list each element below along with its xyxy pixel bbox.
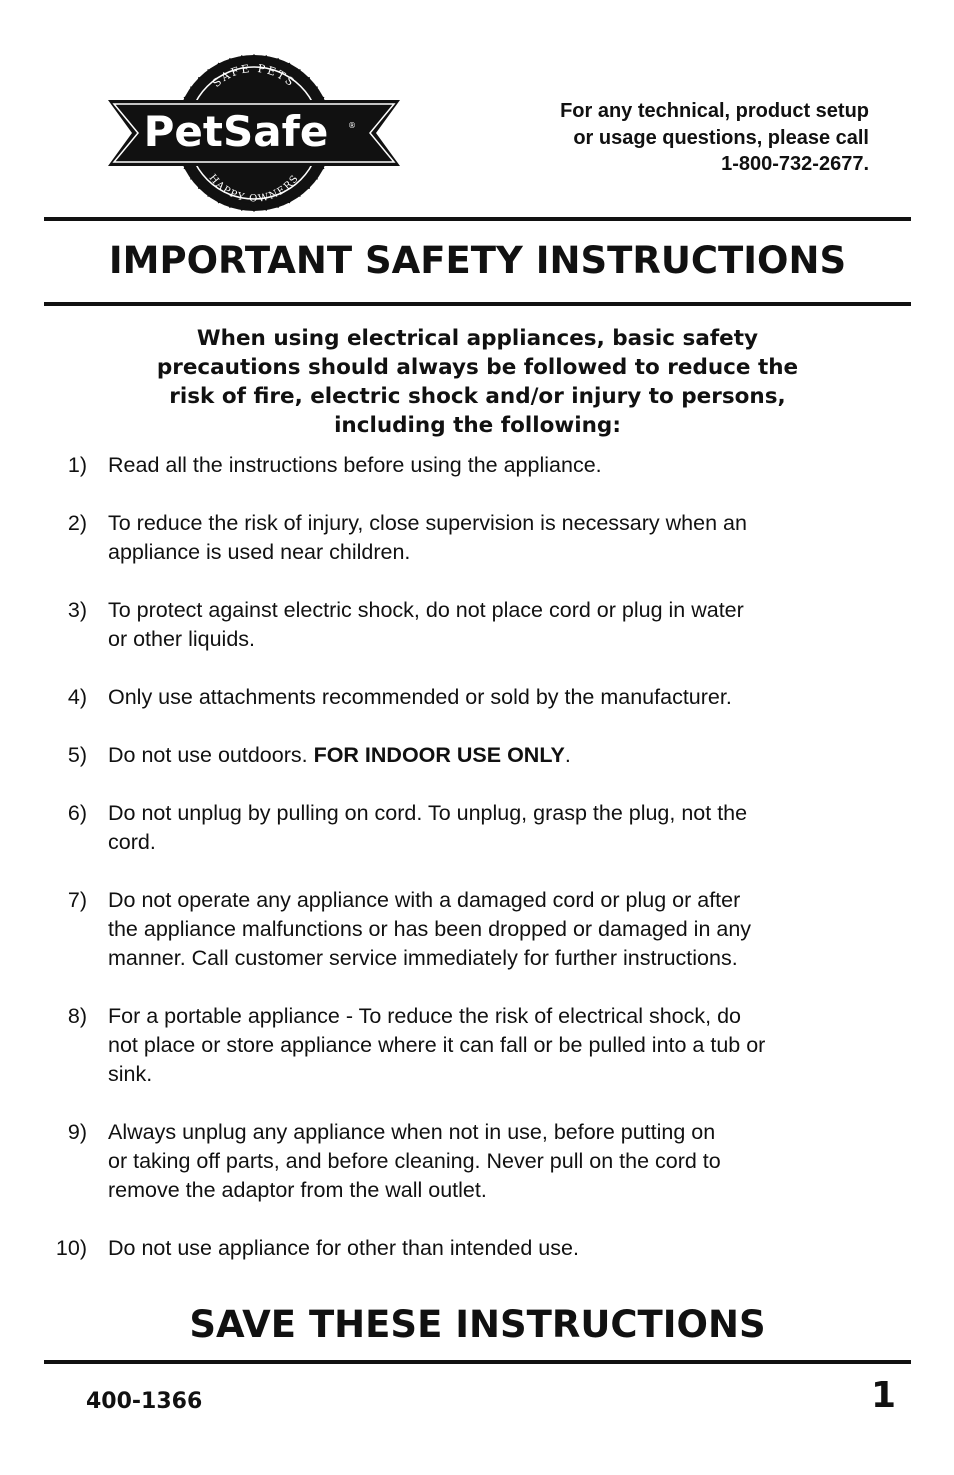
item-number: 6) xyxy=(67,801,87,825)
item-number: 5) xyxy=(67,743,87,767)
item-text: Only use attachments recommended or sold by the manufacturer. xyxy=(108,685,732,709)
list-item xyxy=(0,509,954,567)
item-text: cord. xyxy=(108,830,156,854)
intro-line: risk of fire, electric shock and/or injury to persons, xyxy=(169,384,786,409)
list-item xyxy=(0,741,954,770)
list-item xyxy=(0,1118,954,1205)
item-number: 7) xyxy=(67,888,87,912)
logo-wordmark: PetSafe xyxy=(143,107,329,156)
item-text-period: . xyxy=(564,743,571,767)
item-number: 1) xyxy=(67,453,87,477)
list-item xyxy=(0,683,954,712)
registered-mark: ® xyxy=(348,121,356,130)
list-item xyxy=(0,886,954,973)
page-title: IMPORTANT SAFETY INSTRUCTIONS xyxy=(108,239,847,282)
item-text: or taking off parts, and before cleaning. Never pull on the cord to xyxy=(108,1149,721,1173)
footer-divider xyxy=(44,1360,911,1364)
instruction-list xyxy=(0,451,954,1263)
top-divider xyxy=(44,217,911,221)
list-item xyxy=(0,1002,954,1089)
item-text: not place or store appliance where it can fall or be pulled into a tub or xyxy=(108,1033,766,1057)
item-text: Do not unplug by pulling on cord. To unplug, grasp the plug, not the xyxy=(108,801,748,825)
page-number: 1 xyxy=(870,1375,896,1416)
item-number: 8) xyxy=(67,1004,87,1028)
logo-top-arc-text: SAFE PETS xyxy=(210,61,298,90)
item-text: remove the adaptor from the wall outlet. xyxy=(108,1178,487,1202)
petsafe-logo xyxy=(108,54,400,212)
item-text: To reduce the risk of injury, close supervision is necessary when an xyxy=(108,511,747,535)
list-item xyxy=(0,799,954,857)
item-text: Always unplug any appliance when not in use, before putting on xyxy=(108,1120,716,1144)
item-number: 3) xyxy=(67,598,87,622)
item-number: 10) xyxy=(55,1236,87,1260)
item-text: or other liquids. xyxy=(108,627,255,651)
item-text: Do not use appliance for other than intended use. xyxy=(108,1236,579,1260)
item-text: Read all the instructions before using the appliance. xyxy=(108,453,602,477)
intro-line: precautions should always be followed to reduce the xyxy=(156,355,799,380)
intro-line: When using electrical appliances, basic safety xyxy=(196,326,759,351)
logo-bottom-arc-text: HAPPY OWNERS xyxy=(206,172,302,205)
item-text xyxy=(108,741,868,770)
contact-line: For any technical, product setup xyxy=(560,100,869,122)
list-item xyxy=(0,451,954,480)
indoor-use-warning: FOR INDOOR USE ONLY xyxy=(313,743,565,767)
intro-paragraph xyxy=(100,324,855,440)
item-text: sink. xyxy=(108,1062,153,1086)
item-text: To protect against electric shock, do not place cord or plug in water xyxy=(108,598,744,622)
list-item xyxy=(0,1234,954,1263)
intro-line: including the following: xyxy=(334,413,621,438)
item-text: the appliance malfunctions or has been dropped or damaged in any xyxy=(108,917,752,941)
item-text: appliance is used near children. xyxy=(108,540,411,564)
list-item xyxy=(0,596,954,654)
support-contact xyxy=(449,98,869,178)
part-number: 400-1366 xyxy=(86,1389,203,1414)
item-text: Do not operate any appliance with a damaged cord or plug or after xyxy=(108,888,741,912)
title-divider xyxy=(44,302,911,306)
support-phone: 1-800-732-2677. xyxy=(721,153,869,175)
contact-line: or usage questions, please call xyxy=(573,126,869,149)
item-number: 9) xyxy=(67,1120,87,1144)
item-text: For a portable appliance - To reduce the risk of electrical shock, do xyxy=(108,1004,741,1028)
item-number: 2) xyxy=(67,511,87,535)
save-instructions-heading: SAVE THESE INSTRUCTIONS xyxy=(189,1303,766,1346)
item-text: manner. Call customer service immediately for further instructions. xyxy=(108,946,738,970)
item-text-plain: Do not use outdoors. xyxy=(108,743,314,767)
item-number: 4) xyxy=(67,685,87,709)
